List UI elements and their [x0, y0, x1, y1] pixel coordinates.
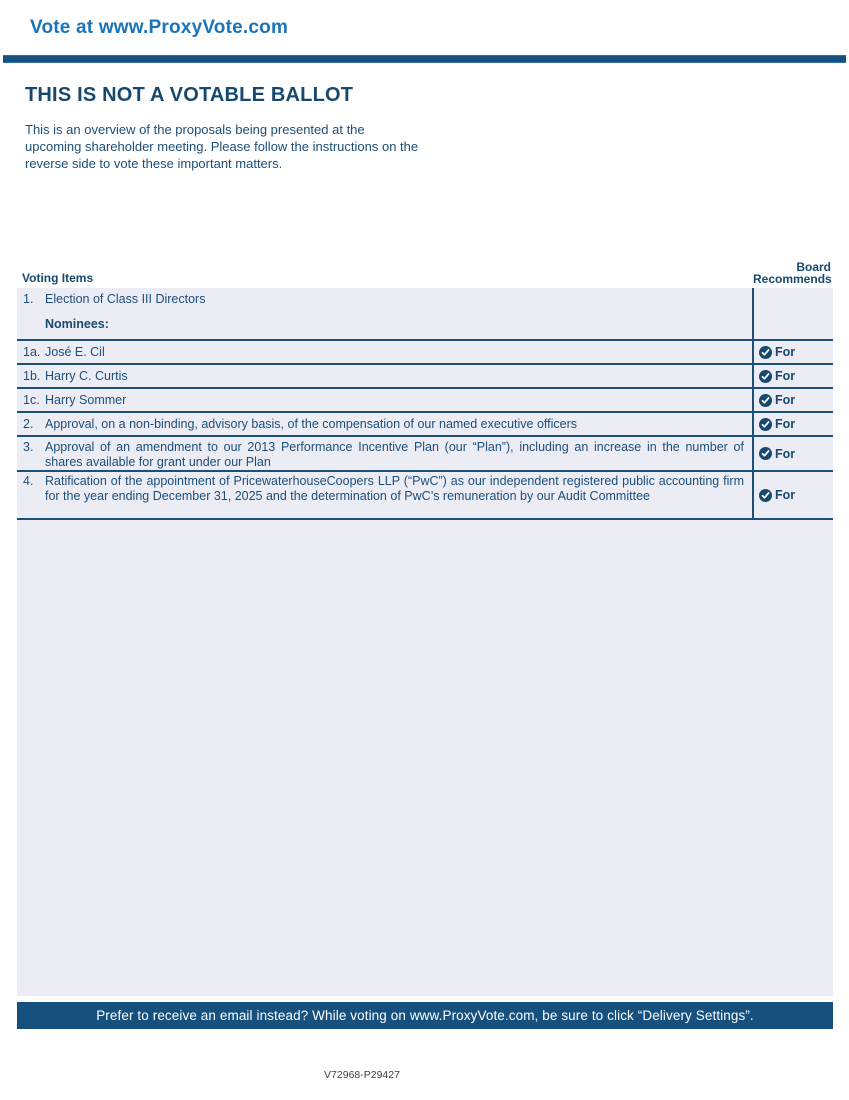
item-number: 2. — [23, 417, 34, 431]
check-circle-icon — [759, 418, 772, 431]
recommendation-cell — [752, 365, 833, 387]
for-badge — [759, 393, 795, 407]
intro-paragraph: This is an overview of the proposals being presented at the upcoming shareholder meeting. Please follow the instructions on the reverse side to vote these important matters. — [25, 122, 419, 171]
recommendation-cell — [752, 472, 833, 518]
item-number: 1. — [23, 292, 34, 306]
nominees-label: Nominees: — [45, 317, 109, 331]
table-row — [17, 339, 833, 363]
document-control-number: V72968-P29427 — [324, 1069, 400, 1081]
empty-table-area — [17, 520, 833, 996]
recommendation-label: For — [775, 417, 796, 431]
nominee-name: José E. Cil — [45, 345, 105, 359]
item-number: 3. — [23, 440, 34, 454]
for-badge — [759, 369, 795, 383]
table-row — [17, 411, 833, 435]
table-row — [17, 363, 833, 387]
recommendation-cell — [752, 341, 833, 363]
table-body — [17, 288, 833, 996]
page-title: THIS IS NOT A VOTABLE BALLOT — [25, 84, 354, 106]
check-circle-icon — [759, 370, 772, 383]
recommendation-label: For — [775, 369, 796, 383]
recommendation-cell — [752, 389, 833, 411]
nominee-name: Harry C. Curtis — [45, 369, 128, 383]
recommendation-label: For — [775, 446, 796, 461]
voting-items-column-header: Voting Items — [22, 271, 94, 285]
recommendation-label: For — [775, 345, 796, 359]
item-text: Approval of an amendment to our 2013 Performance Incentive Plan (our “Plan”), including an increase in the number of shares available for grant under our Plan — [45, 440, 744, 469]
item-text — [45, 288, 752, 339]
recommendation-cell — [752, 413, 833, 435]
for-badge — [759, 417, 795, 431]
item-text: Approval, on a non-binding, advisory basis, of the compensation of our named executive officers — [45, 417, 578, 431]
recommendation-label: For — [775, 393, 796, 407]
check-circle-icon — [759, 489, 772, 502]
check-circle-icon — [759, 394, 772, 407]
nominee-name: Harry Sommer — [45, 393, 127, 407]
item-title: Election of Class III Directors — [45, 292, 206, 306]
table-row — [17, 435, 833, 470]
table-row — [17, 288, 833, 339]
for-badge — [759, 488, 795, 502]
recommendation-cell — [752, 437, 833, 470]
item-number: 1a. — [23, 345, 41, 359]
table-row — [17, 387, 833, 411]
vote-url-header: Vote at www.ProxyVote.com — [30, 17, 289, 38]
header-divider-bar — [3, 55, 846, 63]
table-row — [17, 470, 833, 518]
for-badge — [759, 447, 795, 461]
check-circle-icon — [759, 346, 772, 359]
item-number: 1b. — [23, 369, 41, 383]
item-text: Ratification of the appointment of PricewaterhouseCoopers LLP (“PwC”) as our independent registered public accounting firm for the year ending December 31, 2025 and the determination of PwC’s remuneration by our Audit Committee — [45, 474, 744, 503]
board-recommends-column-header: Board Recommends — [753, 260, 832, 286]
table-header — [17, 258, 833, 288]
item-number: 4. — [23, 474, 34, 488]
voting-items-table — [17, 258, 833, 996]
for-badge — [759, 345, 795, 359]
recommendation-label: For — [775, 488, 796, 502]
email-delivery-notice-bar: Prefer to receive an email instead? While voting on www.ProxyVote.com, be sure to click “Delivery Settings”. — [17, 1002, 833, 1029]
item-number: 1c. — [23, 393, 40, 407]
recommendation-cell — [752, 288, 833, 339]
check-circle-icon — [759, 447, 772, 460]
